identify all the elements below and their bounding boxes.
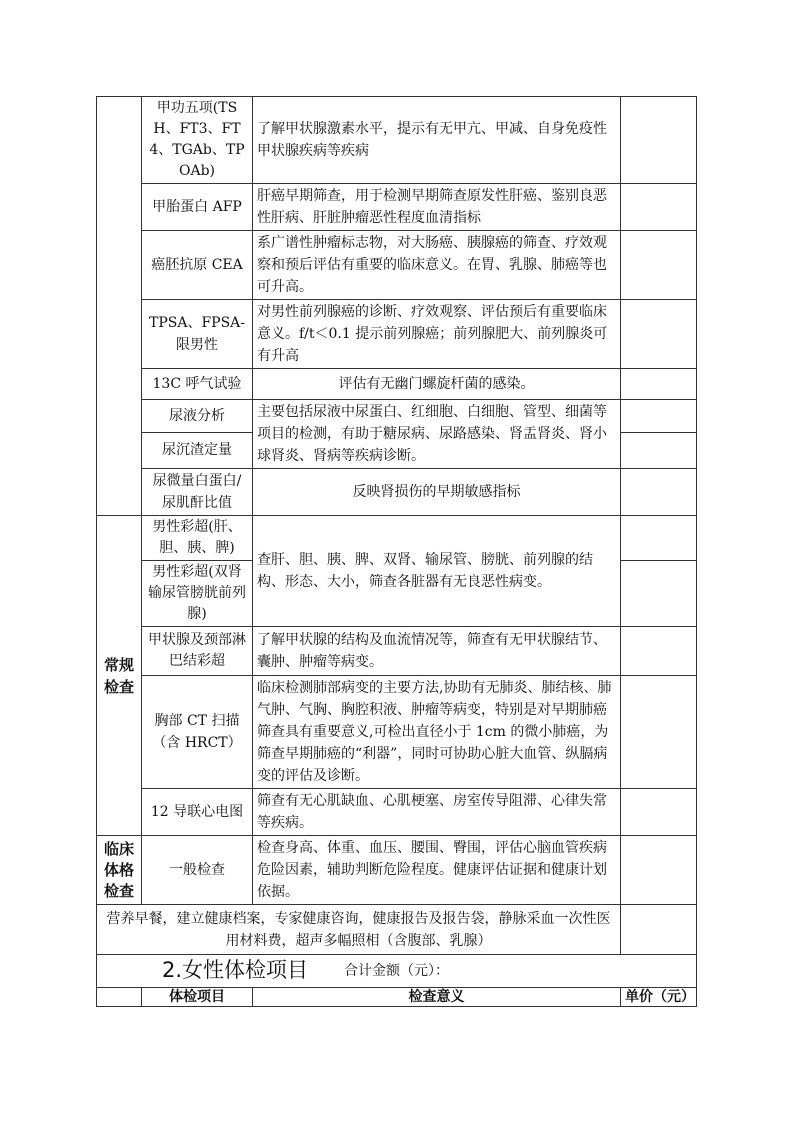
item-meaning: 了解甲状腺的结构及血流情况等，筛查有无甲状腺结节、囊肿、肿瘤等病变。 <box>253 627 621 676</box>
item-meaning: 了解甲状腺激素水平，提示有无甲亢、甲减、自身免疫性甲状腺疾病等疾病 <box>253 97 621 184</box>
header-price: 单价（元） <box>621 988 697 1007</box>
item-meaning: 反映肾损伤的早期敏感指标 <box>253 469 621 516</box>
item-name: 男性彩超(双肾输尿管膀胱前列腺) <box>142 561 253 627</box>
table-row <box>97 369 697 400</box>
item-name: 尿液分析 <box>142 400 253 433</box>
table-row <box>97 676 697 789</box>
price-cell <box>621 561 697 627</box>
table-row <box>97 516 697 561</box>
price-cell <box>621 300 697 369</box>
price-cell <box>621 469 697 516</box>
header-meaning: 检查意义 <box>253 988 621 1007</box>
item-name: 12 导联心电图 <box>142 789 253 836</box>
total-label: 合计金额（元）： <box>97 955 697 988</box>
table-row <box>97 836 697 905</box>
table-row <box>97 469 697 516</box>
item-meaning: 检查身高、体重、血压、腰围、臀围，评估心脑血管疾病危险因素，辅助判断危险程度。健康评估证据和健康计划依据。 <box>253 836 621 905</box>
item-name: 甲功五项(TSH、FT3、FT4、TGAb、TPOAb) <box>142 97 253 184</box>
male-checkup-table <box>96 96 697 988</box>
extras-text: 营养早餐，建立健康档案，专家健康咨询，健康报告及报告袋，静脉采血一次性医用材料费，超声多幅照相（含腹部、乳腺） <box>97 905 621 955</box>
item-name: 13C 呼气试验 <box>142 369 253 400</box>
table-row <box>97 789 697 836</box>
item-meaning: 主要包括尿液中尿蛋白、红细胞、白细胞、管型、细菌等项目的检测，有助于糖尿病、尿路感染、肾盂肾炎、肾小球肾炎、肾病等疾病诊断。 <box>253 400 621 469</box>
item-name: 甲胎蛋白 AFP <box>142 184 253 231</box>
item-name: 男性彩超(肝、胆、胰、脾) <box>142 516 253 561</box>
header-row <box>97 988 697 1007</box>
item-name: 尿沉渣定量 <box>142 432 253 468</box>
item-meaning: 系广谱性肿瘤标志物，对大肠癌、胰腺癌的筛查、疗效观察和预后评估有重要的临床意义。在胃、乳腺、肺癌等也可升高。 <box>253 231 621 300</box>
price-cell <box>621 905 697 955</box>
section-title: 2.女性体检项目 <box>162 958 309 982</box>
item-meaning: 肝癌早期筛查，用于检测早期筛查原发性肝癌、鉴别良恶性肝病、肝脏肿瘤恶性程度血清指标 <box>253 184 621 231</box>
item-meaning: 筛查有无心肌缺血、心肌梗塞、房室传导阻滞、心律失常等疾病。 <box>253 789 621 836</box>
price-cell <box>621 789 697 836</box>
price-cell <box>621 97 697 184</box>
header-item: 体检项目 <box>142 988 253 1007</box>
item-name: 甲状腺及颈部淋巴结彩超 <box>142 627 253 676</box>
price-cell <box>621 516 697 561</box>
item-name: 尿微量白蛋白/尿肌酐比值 <box>142 469 253 516</box>
extras-row <box>97 905 697 955</box>
item-meaning: 对男性前列腺癌的诊断、疗效观察、评估预后有重要临床意义。f/t＜0.1 提示前列腺癌；前列腺肥大、前列腺炎可有升高 <box>253 300 621 369</box>
table-row <box>97 184 697 231</box>
price-cell <box>621 400 697 433</box>
item-name: 一般检查 <box>142 836 253 905</box>
price-cell <box>621 369 697 400</box>
table-row <box>97 400 697 433</box>
item-meaning: 查肝、胆、胰、脾、双肾、输尿管、膀胱、前列腺的结构、形态、大小，筛查各脏器有无良恶性病变。 <box>253 516 621 627</box>
price-cell <box>621 676 697 789</box>
table-row <box>97 97 697 184</box>
price-cell <box>621 231 697 300</box>
price-cell <box>621 432 697 468</box>
item-name: TPSA、FPSA-限男性 <box>142 300 253 369</box>
category-cell-blank <box>97 97 142 516</box>
header-blank <box>97 988 142 1007</box>
item-name: 胸部 CT 扫描（含 HRCT） <box>142 676 253 789</box>
price-cell <box>621 184 697 231</box>
item-meaning: 临床检测肺部病变的主要方法,协助有无肺炎、肺结核、肺气肿、气胸、胸腔积液、肿瘤等病变，特别是对早期肺癌筛查具有重要意义,可检出直径小于 1cm 的微小肺癌，为筛查早期肺癌的“利器”，同时可协助心脏大血管、纵膈病变的评估及诊断。 <box>253 676 621 789</box>
female-checkup-table-header <box>96 987 697 1007</box>
item-name: 癌胚抗原 CEA <box>142 231 253 300</box>
table-row <box>97 300 697 369</box>
table-row <box>97 627 697 676</box>
category-routine: 常规检查 <box>97 516 142 836</box>
price-cell <box>621 836 697 905</box>
category-physical: 临床体格检查 <box>97 836 142 905</box>
item-meaning: 评估有无幽门螺旋杆菌的感染。 <box>253 369 621 400</box>
table-row <box>97 231 697 300</box>
price-cell <box>621 627 697 676</box>
